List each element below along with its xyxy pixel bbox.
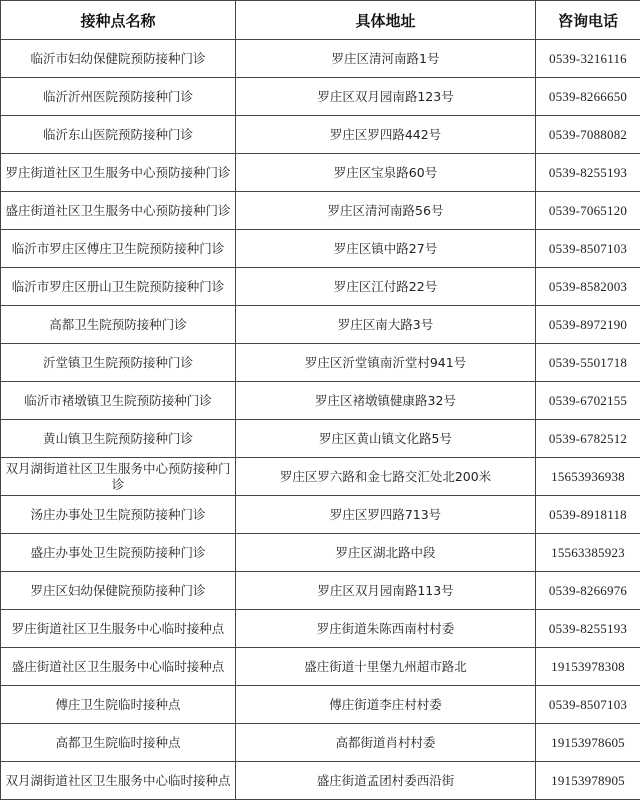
site-address-cell: 罗庄区罗六路和金七路交汇处北200米 bbox=[236, 458, 536, 496]
table-row bbox=[1, 40, 640, 78]
site-name-cell: 临沂东山医院预防接种门诊 bbox=[1, 116, 236, 154]
site-address-cell: 罗庄区罗四路713号 bbox=[236, 496, 536, 534]
site-phone-cell: 0539-8972190 bbox=[536, 306, 640, 344]
site-address-cell: 罗庄街道朱陈西南村村委 bbox=[236, 610, 536, 648]
site-phone-cell: 0539-8255193 bbox=[536, 610, 640, 648]
site-address-cell: 傅庄街道李庄村村委 bbox=[236, 686, 536, 724]
site-address-cell: 罗庄区镇中路27号 bbox=[236, 230, 536, 268]
table-row bbox=[1, 154, 640, 192]
site-address-cell: 罗庄区南大路3号 bbox=[236, 306, 536, 344]
site-phone-cell: 19153978308 bbox=[536, 648, 640, 686]
site-phone-cell: 19153978905 bbox=[536, 762, 640, 800]
site-name-cell: 高都卫生院临时接种点 bbox=[1, 724, 236, 762]
site-phone-cell: 0539-6702155 bbox=[536, 382, 640, 420]
site-name-cell: 黄山镇卫生院预防接种门诊 bbox=[1, 420, 236, 458]
site-name-cell: 高都卫生院预防接种门诊 bbox=[1, 306, 236, 344]
table-row bbox=[1, 686, 640, 724]
table-row bbox=[1, 116, 640, 154]
table-row bbox=[1, 192, 640, 230]
site-name-cell: 盛庄街道社区卫生服务中心临时接种点 bbox=[1, 648, 236, 686]
site-address-cell: 罗庄区褚墩镇健康路32号 bbox=[236, 382, 536, 420]
site-phone-cell: 0539-5501718 bbox=[536, 344, 640, 382]
site-name-cell: 临沂沂州医院预防接种门诊 bbox=[1, 78, 236, 116]
table-row bbox=[1, 78, 640, 116]
site-name-cell: 临沂市罗庄区傅庄卫生院预防接种门诊 bbox=[1, 230, 236, 268]
site-phone-cell: 0539-8918118 bbox=[536, 496, 640, 534]
site-address-cell: 罗庄区湖北路中段 bbox=[236, 534, 536, 572]
table-row bbox=[1, 268, 640, 306]
site-phone-cell: 15563385923 bbox=[536, 534, 640, 572]
site-address-cell: 罗庄区江付路22号 bbox=[236, 268, 536, 306]
table-row bbox=[1, 344, 640, 382]
table-row bbox=[1, 724, 640, 762]
site-phone-cell: 0539-8266650 bbox=[536, 78, 640, 116]
table-row bbox=[1, 306, 640, 344]
table-body bbox=[1, 40, 640, 800]
site-phone-cell: 0539-8507103 bbox=[536, 686, 640, 724]
site-name-cell: 傅庄卫生院临时接种点 bbox=[1, 686, 236, 724]
table-row bbox=[1, 230, 640, 268]
site-phone-cell: 0539-8266976 bbox=[536, 572, 640, 610]
site-name-cell: 罗庄街道社区卫生服务中心预防接种门诊 bbox=[1, 154, 236, 192]
site-address-cell: 盛庄街道孟团村委西沿街 bbox=[236, 762, 536, 800]
site-name-cell: 罗庄街道社区卫生服务中心临时接种点 bbox=[1, 610, 236, 648]
site-phone-cell: 0539-8507103 bbox=[536, 230, 640, 268]
site-name-cell: 盛庄办事处卫生院预防接种门诊 bbox=[1, 534, 236, 572]
site-name-cell: 汤庄办事处卫生院预防接种门诊 bbox=[1, 496, 236, 534]
header-name: 接种点名称 bbox=[1, 1, 236, 40]
header-phone: 咨询电话 bbox=[536, 1, 640, 40]
site-phone-cell: 0539-8582003 bbox=[536, 268, 640, 306]
header-row bbox=[1, 1, 640, 40]
table-row bbox=[1, 496, 640, 534]
site-phone-cell: 0539-8255193 bbox=[536, 154, 640, 192]
table-row bbox=[1, 610, 640, 648]
table-row bbox=[1, 458, 640, 496]
site-phone-cell: 0539-3216116 bbox=[536, 40, 640, 78]
site-address-cell: 高都街道肖村村委 bbox=[236, 724, 536, 762]
site-name-cell: 临沂市罗庄区册山卫生院预防接种门诊 bbox=[1, 268, 236, 306]
site-name-cell: 沂堂镇卫生院预防接种门诊 bbox=[1, 344, 236, 382]
site-address-cell: 罗庄区双月园南路123号 bbox=[236, 78, 536, 116]
table-row bbox=[1, 534, 640, 572]
site-phone-cell: 0539-6782512 bbox=[536, 420, 640, 458]
site-address-cell: 罗庄区黄山镇文化路5号 bbox=[236, 420, 536, 458]
site-address-cell: 罗庄区罗四路442号 bbox=[236, 116, 536, 154]
table-row bbox=[1, 648, 640, 686]
site-name-cell: 双月湖街道社区卫生服务中心预防接种门诊 bbox=[1, 458, 236, 496]
site-address-cell: 罗庄区宝泉路60号 bbox=[236, 154, 536, 192]
table-row bbox=[1, 572, 640, 610]
site-name-cell: 盛庄街道社区卫生服务中心预防接种门诊 bbox=[1, 192, 236, 230]
site-address-cell: 罗庄区清河南路1号 bbox=[236, 40, 536, 78]
table-row bbox=[1, 382, 640, 420]
table-row bbox=[1, 420, 640, 458]
site-address-cell: 罗庄区双月园南路113号 bbox=[236, 572, 536, 610]
site-name-cell: 临沂市妇幼保健院预防接种门诊 bbox=[1, 40, 236, 78]
site-address-cell: 盛庄街道十里堡九州超市路北 bbox=[236, 648, 536, 686]
site-phone-cell: 15653936938 bbox=[536, 458, 640, 496]
header-address: 具体地址 bbox=[236, 1, 536, 40]
site-name-cell: 双月湖街道社区卫生服务中心临时接种点 bbox=[1, 762, 236, 800]
site-phone-cell: 19153978605 bbox=[536, 724, 640, 762]
site-phone-cell: 0539-7065120 bbox=[536, 192, 640, 230]
site-address-cell: 罗庄区沂堂镇南沂堂村941号 bbox=[236, 344, 536, 382]
site-address-cell: 罗庄区清河南路56号 bbox=[236, 192, 536, 230]
table-row bbox=[1, 762, 640, 800]
site-name-cell: 临沂市褚墩镇卫生院预防接种门诊 bbox=[1, 382, 236, 420]
site-phone-cell: 0539-7088082 bbox=[536, 116, 640, 154]
site-name-cell: 罗庄区妇幼保健院预防接种门诊 bbox=[1, 572, 236, 610]
